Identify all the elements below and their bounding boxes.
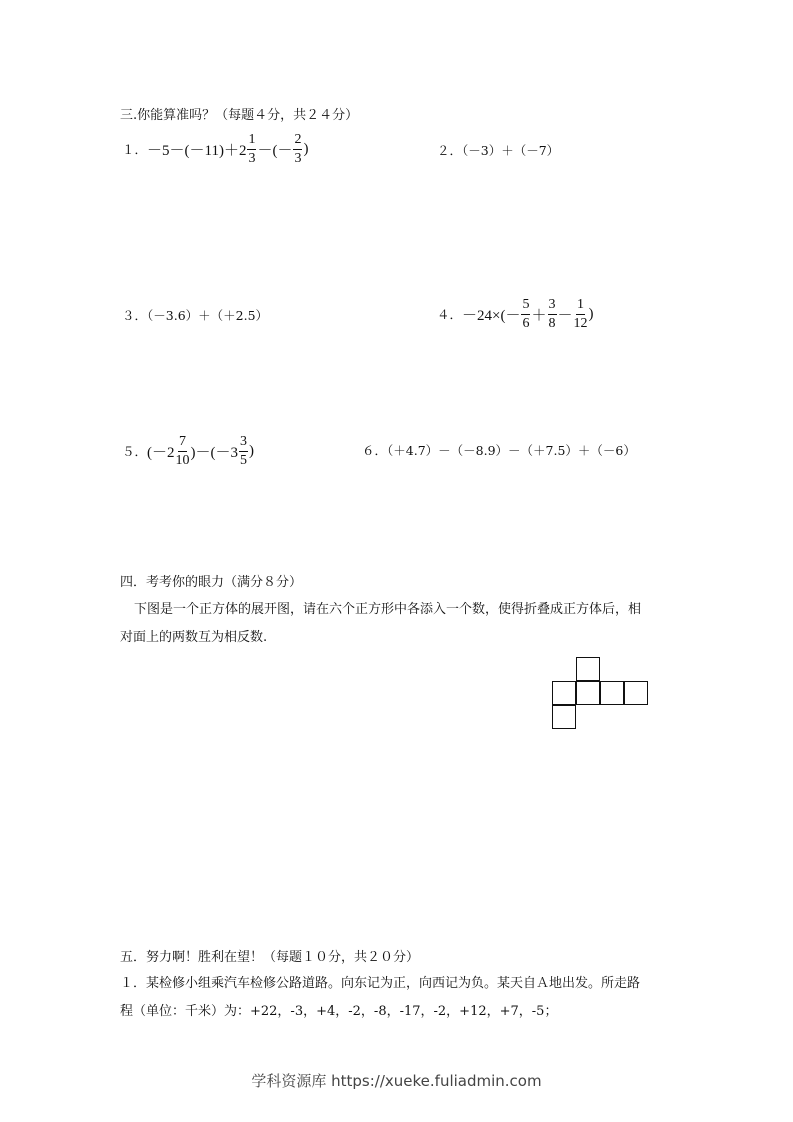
- problem-4-expression: [462, 298, 594, 331]
- footer-watermark-text: 学科资源库 https://xueke.fuliadmin.com: [251, 1072, 542, 1090]
- fraction: [176, 435, 190, 468]
- fraction-denominator: 3: [294, 150, 302, 166]
- fraction-numerator: 5: [521, 298, 530, 315]
- problem-1: [122, 131, 309, 166]
- fraction-denominator: 10: [175, 452, 190, 468]
- expr-text: ): [249, 442, 255, 459]
- section-4-paragraph: [120, 596, 680, 652]
- expr-text: －(－: [257, 142, 293, 159]
- fraction-numerator: 3: [548, 298, 557, 315]
- cube-net-cell: [576, 657, 600, 681]
- problem-6-label: ６．: [362, 443, 388, 458]
- cube-net-cell: [552, 681, 576, 705]
- expr-text: －: [557, 307, 573, 324]
- fraction-denominator: 8: [548, 315, 556, 331]
- problem-5-expression: [147, 435, 254, 468]
- section-5-line-1: １．某检修小组乘汽车检修公路道路。向东记为正，向西记为负。某天自Ａ地出发。所走路: [120, 976, 641, 991]
- problem-3-label: ３．: [122, 308, 148, 323]
- problem-2-expression: （－3）＋（－7）: [462, 143, 560, 158]
- fraction-numerator: 1: [247, 133, 256, 150]
- problem-6: [362, 441, 636, 459]
- fraction-denominator: 6: [522, 315, 530, 331]
- cube-net-cell: [552, 705, 576, 729]
- problem-6-expression: （＋4.7）－（－8.9）－（＋7.5）＋（－6）: [387, 443, 636, 458]
- problem-2-label: ２．: [437, 143, 463, 158]
- section-5-heading: 五．努力啊！胜利在望！（每题１０分，共２０分）: [120, 950, 420, 965]
- section-5-paragraph: [120, 970, 680, 1026]
- section-3-heading: 三.你能算准吗？（每题４分，共２４分）: [120, 108, 359, 123]
- expr-text: ＋: [531, 307, 547, 324]
- cube-net-cell: [576, 681, 600, 705]
- expr-text: －24×(－: [462, 307, 521, 324]
- expr-text: (－2: [147, 444, 175, 461]
- problem-5: [122, 433, 255, 468]
- section-4-line-2: 对面上的两数互为相反数.: [120, 630, 268, 645]
- expr-text: ): [588, 305, 594, 322]
- problem-5-label: ５．: [122, 444, 148, 459]
- fraction: [548, 298, 557, 331]
- problem-1-expression: [147, 133, 308, 166]
- fraction: [574, 298, 588, 331]
- fraction: [521, 298, 530, 331]
- fraction: [293, 133, 302, 166]
- problem-1-label: １．: [122, 142, 148, 157]
- section-4-heading: 四．考考你的眼力（满分８分）: [120, 575, 303, 590]
- expr-text: －5－(－11)＋2: [147, 142, 247, 159]
- section-4-line-1: 下图是一个正方体的展开图，请在六个正方形中各添入一个数，使得折叠成正方体后，相: [134, 602, 642, 617]
- cube-net-cell: [624, 681, 648, 705]
- expr-text: ): [303, 140, 309, 157]
- fraction-numerator: 2: [293, 133, 302, 150]
- expr-text: )－(－3: [190, 444, 239, 461]
- fraction-numerator: 3: [239, 435, 248, 452]
- fraction: [239, 435, 248, 468]
- problem-4: [437, 296, 594, 331]
- section-5-line-2: 程（单位：千米）为：+22，-3，+4，-2，-8，-17，-2，+12，+7，-5；: [120, 1004, 558, 1019]
- problem-2: [437, 141, 559, 159]
- problem-3: [122, 306, 268, 324]
- fraction-denominator: 12: [573, 315, 588, 331]
- problem-4-label: ４．: [437, 307, 463, 322]
- fraction-numerator: 1: [576, 298, 585, 315]
- fraction-numerator: 7: [178, 435, 187, 452]
- fraction: [247, 133, 256, 166]
- fraction-denominator: 3: [248, 150, 256, 166]
- problem-3-expression: （－3.6）＋（＋2.5）: [147, 308, 269, 323]
- fraction-denominator: 5: [240, 452, 248, 468]
- cube-net-cell: [600, 681, 624, 705]
